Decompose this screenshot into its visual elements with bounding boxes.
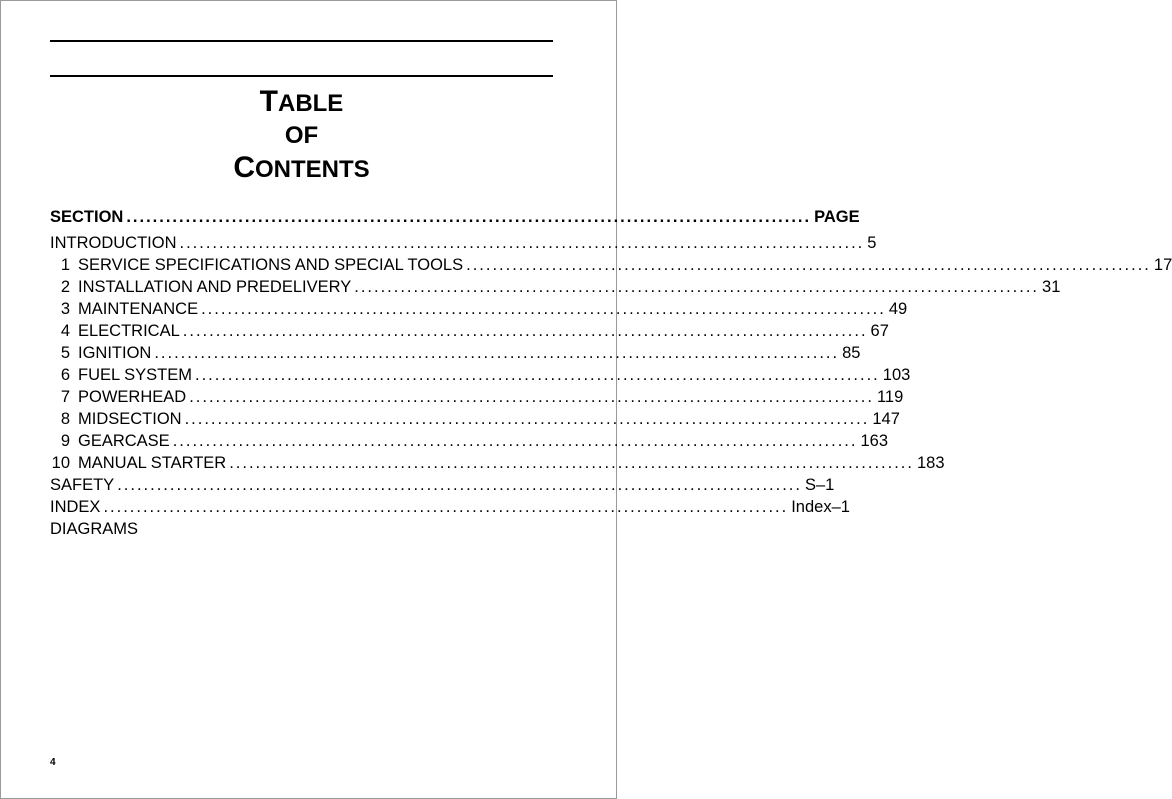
leader-dots: ........................................................................................................ <box>172 432 858 450</box>
toc-entry-label: ELECTRICAL <box>78 322 180 340</box>
toc-entry-number: 2 <box>60 278 70 296</box>
toc-entry-label: DIAGRAMS <box>50 520 139 538</box>
toc-entry-number: 10 <box>51 454 70 472</box>
toc-entry-label: MIDSECTION <box>78 410 182 428</box>
toc-entry-label: MANUAL STARTER <box>78 454 227 472</box>
toc-entry-number: 9 <box>60 432 70 450</box>
toc-entry[interactable] <box>50 518 553 540</box>
toc-entry-page: 163 <box>860 432 888 450</box>
bottom-rule <box>50 75 553 77</box>
toc-header-row <box>50 205 860 229</box>
toc-entry-label: POWERHEAD <box>78 388 187 406</box>
toc-entry-label: SERVICE SPECIFICATIONS AND SPECIAL TOOLS <box>78 256 464 274</box>
toc-entry-label: GEARCASE <box>78 432 170 450</box>
toc-entry-number: 4 <box>60 322 70 340</box>
toc-entry[interactable] <box>50 342 861 364</box>
toc-entry-label: SAFETY <box>50 476 115 494</box>
toc-entry-number: 6 <box>60 366 70 384</box>
leader-dots: ........................................................................................................ <box>184 410 870 428</box>
toc-entry-page: 17 <box>1153 256 1172 274</box>
table-of-contents <box>50 205 1172 540</box>
page-number: 4 <box>50 757 56 768</box>
toc-entry-number: 8 <box>60 410 70 428</box>
toc-entry[interactable] <box>50 430 888 452</box>
leader-dots: ........................................................................................................ <box>126 208 812 226</box>
toc-entry-page: 31 <box>1042 278 1061 296</box>
toc-entry[interactable] <box>50 452 945 474</box>
toc-entry-page: 103 <box>882 366 911 384</box>
toc-entry-number: 3 <box>60 300 70 318</box>
leader-dots: ........................................................................................................ <box>466 256 1151 274</box>
leader-dots: ........................................................................................................ <box>195 366 880 384</box>
leader-dots: ........................................................................................................ <box>201 300 886 318</box>
toc-entry-label: INSTALLATION AND PREDELIVERY <box>78 278 352 296</box>
title-line-contents: CONTENTS <box>233 151 370 184</box>
leader-dots: ........................................................................................................ <box>117 476 802 494</box>
title-line-of: OF <box>284 122 319 149</box>
leader-dots: ........................................................................................................ <box>229 454 914 472</box>
toc-entry-page: 49 <box>888 300 908 318</box>
leader-dots: ........................................................................................................ <box>154 344 840 362</box>
toc-entry[interactable] <box>50 320 889 342</box>
toc-entry-page: 147 <box>872 410 900 428</box>
toc-entry-label: IGNITION <box>78 344 152 362</box>
toc-entry-label: FUEL SYSTEM <box>78 366 192 384</box>
toc-entry-page: 85 <box>842 344 861 362</box>
toc-entry-page: 183 <box>916 454 945 472</box>
toc-entry-label: INDEX <box>50 498 101 516</box>
leader-dots: ........................................................................................................ <box>189 388 874 406</box>
toc-entry-label: INTRODUCTION <box>50 234 177 252</box>
leader-dots: ........................................................................................................ <box>179 234 865 252</box>
leader-dots: ........................................................................................................ <box>354 278 1040 296</box>
toc-entry-label: MAINTENANCE <box>78 300 199 318</box>
leader-dots: ........................................................................................................ <box>182 322 868 340</box>
leader-dots: ........................................................................................................ <box>103 498 789 516</box>
toc-entry-page: 67 <box>870 322 889 340</box>
section-column-heading: SECTION <box>50 208 124 226</box>
toc-entry-page: Index–1 <box>791 498 850 516</box>
toc-entry[interactable] <box>50 276 1061 298</box>
toc-entry-page: S–1 <box>804 476 835 494</box>
toc-entry[interactable] <box>50 386 904 408</box>
toc-entry[interactable] <box>50 364 911 386</box>
toc-entry[interactable] <box>50 298 908 320</box>
toc-entry-number: 7 <box>60 388 70 406</box>
toc-entry-number: 5 <box>60 344 70 362</box>
toc-entry-number: 1 <box>60 256 70 274</box>
toc-entry[interactable] <box>50 496 850 518</box>
title-line-table: TABLE <box>259 85 344 118</box>
top-rule <box>50 40 553 42</box>
toc-entry[interactable] <box>50 474 835 496</box>
toc-entry[interactable] <box>50 232 877 254</box>
toc-entry-page: 5 <box>867 234 877 252</box>
page-column-heading: PAGE <box>814 208 860 226</box>
toc-entry[interactable] <box>50 254 1172 276</box>
toc-entry[interactable] <box>50 408 900 430</box>
toc-entry-page: 119 <box>876 388 904 406</box>
